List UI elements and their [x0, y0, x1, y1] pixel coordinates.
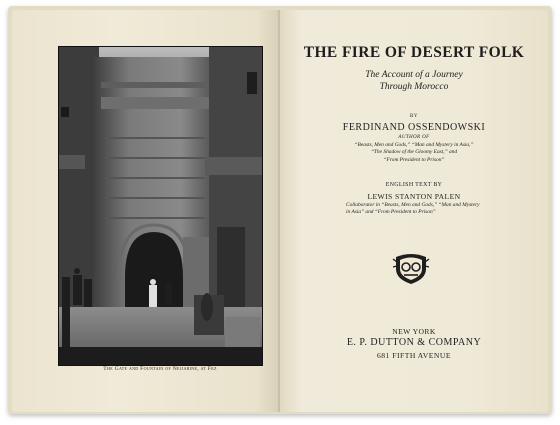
subtitle-line-1: The Account of a Journey: [365, 70, 463, 80]
works-line-2: “The Shadow of the Gloomy East,” and: [370, 149, 458, 156]
by-label: BY: [410, 114, 418, 119]
collab-line-2: in Asia” and “From President to Prison”: [346, 208, 436, 215]
publisher-name: E. P. DUTTON & COMPANY: [346, 337, 482, 348]
book-title: THE FIRE OF DESERT FOLK: [303, 44, 525, 61]
publisher-city: NEW YORK: [392, 327, 436, 336]
author-name: FERDINAND OSSENDOWSKI: [342, 122, 486, 133]
works-line-1: “Beasts, Men and Gods,” “Man and Mystery in Asia,”: [354, 142, 474, 148]
subtitle-line-2: Through Morocco: [379, 82, 449, 92]
photo-caption: The Gate and Fountain of Nejjarine, at Fez: [103, 366, 217, 372]
translator-credits: [346, 202, 516, 216]
publisher-address: 681 FIFTH AVENUE: [376, 351, 452, 360]
collab-line-1: Collaborator in “Beasts, Men and Gods,” “Man and Mystery: [346, 202, 480, 208]
book-subtitle: [280, 69, 548, 93]
other-works: [280, 142, 548, 164]
english-text-by-label: ENGLISH TEXT BY: [385, 182, 443, 188]
translator-name: LEWIS STANTON PALEN: [367, 192, 461, 201]
works-line-3: “From President to Prison”: [383, 156, 445, 163]
publisher-device-icon: [392, 251, 430, 285]
frontispiece-photo: [58, 46, 263, 366]
author-of-label: AUTHOR OF: [398, 135, 430, 140]
